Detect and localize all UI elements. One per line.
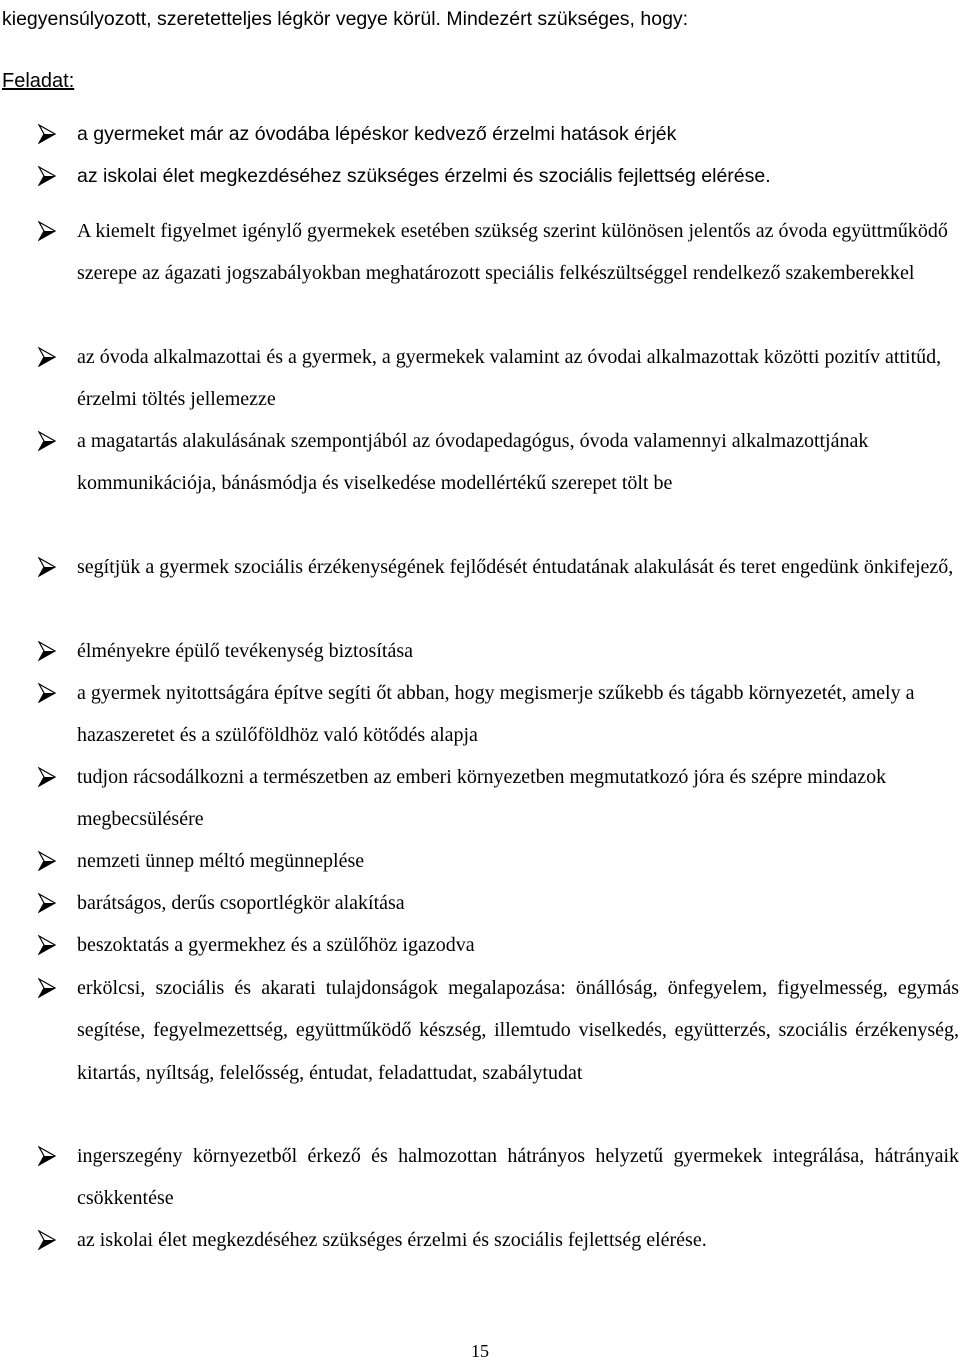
- arrowhead-bullet-icon: [38, 935, 58, 957]
- arrowhead-bullet-icon: [38, 978, 58, 1000]
- arrowhead-bullet-icon: [38, 347, 58, 369]
- list-item-text: a gyermek nyitottságára építve segíti őt abban, hogy megismerje szűkebb és tágabb környezetét, amely a hazaszeretet és a szülőföldhöz való kötődés alapja: [77, 682, 915, 747]
- arrowhead-bullet-icon: [38, 557, 58, 579]
- list-item-text: a magatartás alakulásának szempontjából az óvodapedagógus, óvoda valamennyi alkalmazottjának kommunikációja, bánásmódja és viselkedése modellértékű szerepet tölt be: [77, 430, 869, 495]
- arrowhead-bullet-icon: [38, 1146, 58, 1168]
- arrowhead-bullet-icon: [38, 683, 58, 705]
- list-item-text: ingerszegény környezetből érkező és halmozottan hátrányos helyzetű gyermekek integrálása, hátrányaik csökkentése: [77, 1145, 959, 1210]
- list-item-text: tudjon rácsodálkozni a természetben az emberi környezetben megmutatkozó jóra és szépre mindazok megbecsülésére: [77, 766, 887, 831]
- arrowhead-bullet-icon: [38, 851, 58, 873]
- list-item-text: az iskolai élet megkezdéséhez szükséges érzelmi és szociális fejlettség elérése.: [77, 165, 771, 187]
- list-item-text: a gyermeket már az óvodába lépéskor kedvező érzelmi hatások érjék: [77, 123, 677, 145]
- list-item-text: beszoktatás a gyermekhez és a szülőhöz igazodva: [77, 934, 475, 956]
- arrowhead-bullet-icon: [38, 221, 58, 243]
- arrowhead-bullet-icon: [38, 166, 58, 188]
- list-item-text: élményekre épülő tevékenység biztosítása: [77, 640, 413, 662]
- arrowhead-bullet-icon: [38, 1230, 58, 1252]
- list-item-text: nemzeti ünnep méltó megünneplése: [77, 850, 365, 872]
- list-item-text: barátságos, derűs csoportlégkör alakítása: [77, 892, 405, 914]
- page-number: 15: [471, 1341, 489, 1361]
- list-item-text: A kiemelt figyelmet igénylő gyermekek esetében szükség szerint különösen jelentős az óvoda együttműködő szerepe az ágazati jogszabályokban meghatározott speciális felkészültséggel rendelkező szakemberekkel: [77, 220, 948, 285]
- intro-paragraph: kiegyensúlyozott, szeretetteljes légkör vegye körül. Mindezért szükséges, hogy:: [2, 8, 689, 30]
- arrowhead-bullet-icon: [38, 767, 58, 789]
- arrowhead-bullet-icon: [38, 124, 58, 146]
- list-item-text: az iskolai élet megkezdéséhez szükséges érzelmi és szociális fejlettség elérése.: [77, 1229, 707, 1251]
- arrowhead-bullet-icon: [38, 641, 58, 663]
- arrowhead-bullet-icon: [38, 893, 58, 915]
- list-item-text: segítjük a gyermek szociális érzékenységének fejlődését éntudatának alakulását és teret engedünk önkifejező,: [77, 556, 954, 578]
- list-item-text: az óvoda alkalmazottai és a gyermek, a gyermekek valamint az óvodai alkalmazottak közötti pozitív attitűd, érzelmi töltés jellemezze: [77, 346, 942, 411]
- arrowhead-bullet-icon: [38, 431, 58, 453]
- list-item-text: erkölcsi, szociális és akarati tulajdonságok megalapozása: önállóság, önfegyelem, figyelmesség, egymás segítése, fegyelmezettség, együttműködő készség, illemtudo viselkedés, együtterzés, szociális érzékenység, kitartás, nyíltság, felelősség, éntudat, feladattudat, szabálytudat: [77, 977, 959, 1084]
- section-heading: Feladat:: [2, 70, 75, 92]
